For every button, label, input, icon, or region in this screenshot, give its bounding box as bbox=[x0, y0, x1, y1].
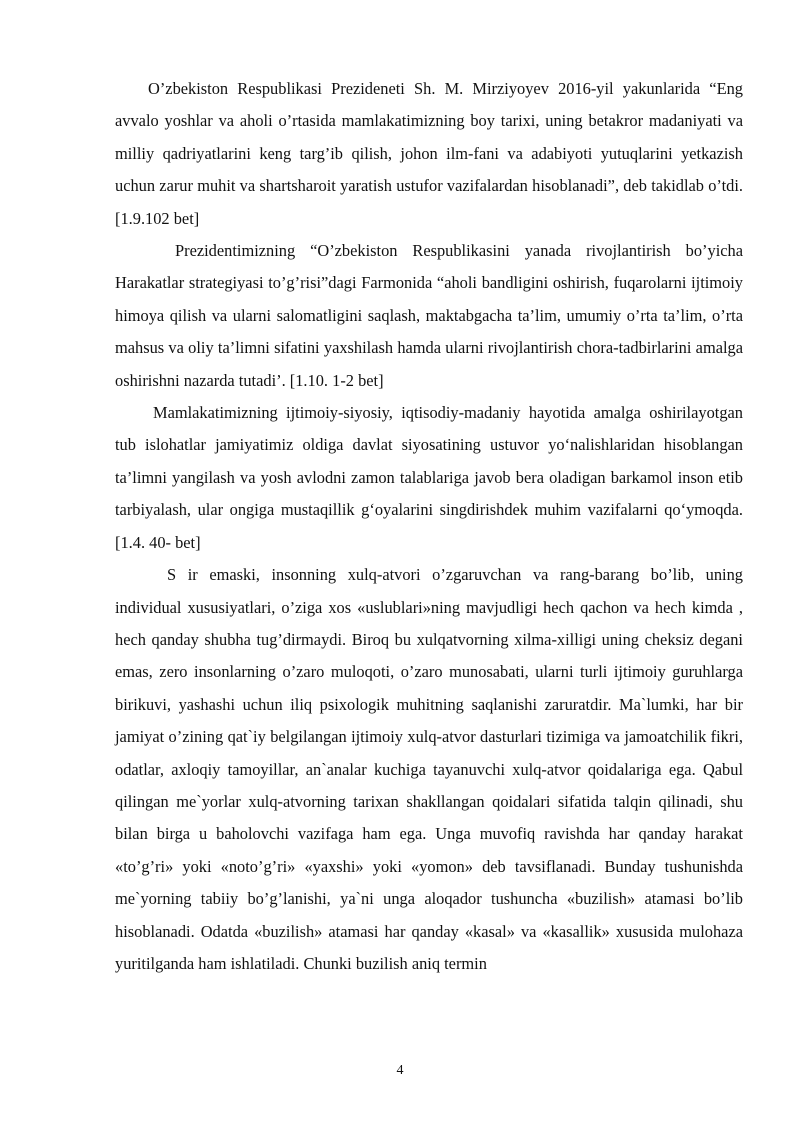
document-body bbox=[115, 73, 743, 980]
paragraph-2: Prezidentimizning “O’zbekiston Respublikasini yanada rivojlantirish bo’yicha Harakatlar strategiyasi to’g’risi”dagi Farmonida “aholi bandligini oshirish, fuqarolarni ijtimoiy himoya qilish va ularni salomatligini saqlash, maktabgacha ta’lim, umumiy o’rta ta’lim, o’rta mahsus va oliy ta’limni sifatini yaxshilash hamda ularni rivojlantirish chora-tadbirlarini amalga oshirishni nazarda tutadi’. [1.10. 1-2 bet] bbox=[115, 241, 743, 390]
paragraph-1: O’zbekiston Respublikasi Prezideneti Sh. M. Mirziyoyev 2016-yil yakunlarida “Eng avvalo yoshlar va aholi o’rtasida mamlakatimizning boy tarixi, uning betakror madaniyati va milliy qadriyatlarini keng targ’ib qilish, johon ilm-fani va adabiyoti yutuqlarini yetkazish uchun zarur muhit va shartsharoit yaratish ustufor vazifalardan hisoblanadi”, deb takidlab o’tdi. [1.9.102 bet] bbox=[115, 79, 743, 228]
paragraph-3: Mamlakatimizning ijtimoiy-siyosiy, iqtisodiy-madaniy hayotida amalga oshirilayotgan tub islohatlar jamiyatimiz oldiga davlat siyosatining ustuvor yo‘nalishlaridan hisoblangan ta’limni yangilash va yosh avlodni zamon talablariga javob bera oladigan barkamol inson etib tarbiyalash, ular ongiga mustaqillik g‘oyalarini singdirishdek muhim vazifalarni qo‘ymoqda. [1.4. 40- bet] bbox=[115, 403, 743, 552]
paragraph-4: S ir emaski, insonning xulq-atvori o’zgaruvchan va rang-barang bo’lib, uning individual xususiyatlari, o’ziga xos «uslublari»ning mavjudligi hech qachon va hech kimda , hech qanday shubha tug’dirmaydi. Biroq bu xulqatvorning xilma-xilligi uning cheksiz degani emas, zero insonlarning o’zaro muloqoti, o’zaro munosabati, ularni turli ijtimoiy guruhlarga birikuvi, yashashi uchun iliq psixologik muhitning saqlanishi zaruratdir. Ma`lumki, har bir jamiyat o’zining qat`iy belgilangan ijtimoiy xulq-atvor dasturlari tizimiga va jamoatchilik fikri, odatlar, axloqiy tamoyillar, an`analar kuchiga tayanuvchi xulq-atvor qoidalariga ega. Qabul qilingan me`yorlar xulq-atvorning tarixan shakllangan qoidalari sifatida talqin qilinadi, shu bilan birga u baholovchi vazifaga ham ega. Unga muvofiq ravishda har qanday harakat «to’g’ri» yoki «noto’g’ri» «yaxshi» yoki «yomon» deb tavsiflanadi. Bunday tushunishda me`yorning tabiiy bo’g’lanishi, ya`ni unga aloqador tushuncha «buzilish» atamasi bo’lib hisoblanadi. Odatda «buzilish» atamasi har qanday «kasal» va «kasallik» xususida mulohaza yuritilganda ham ishlatiladi. Chunki buzilish aniq termin bbox=[115, 565, 743, 973]
page-number: 4 bbox=[396, 1063, 404, 1078]
